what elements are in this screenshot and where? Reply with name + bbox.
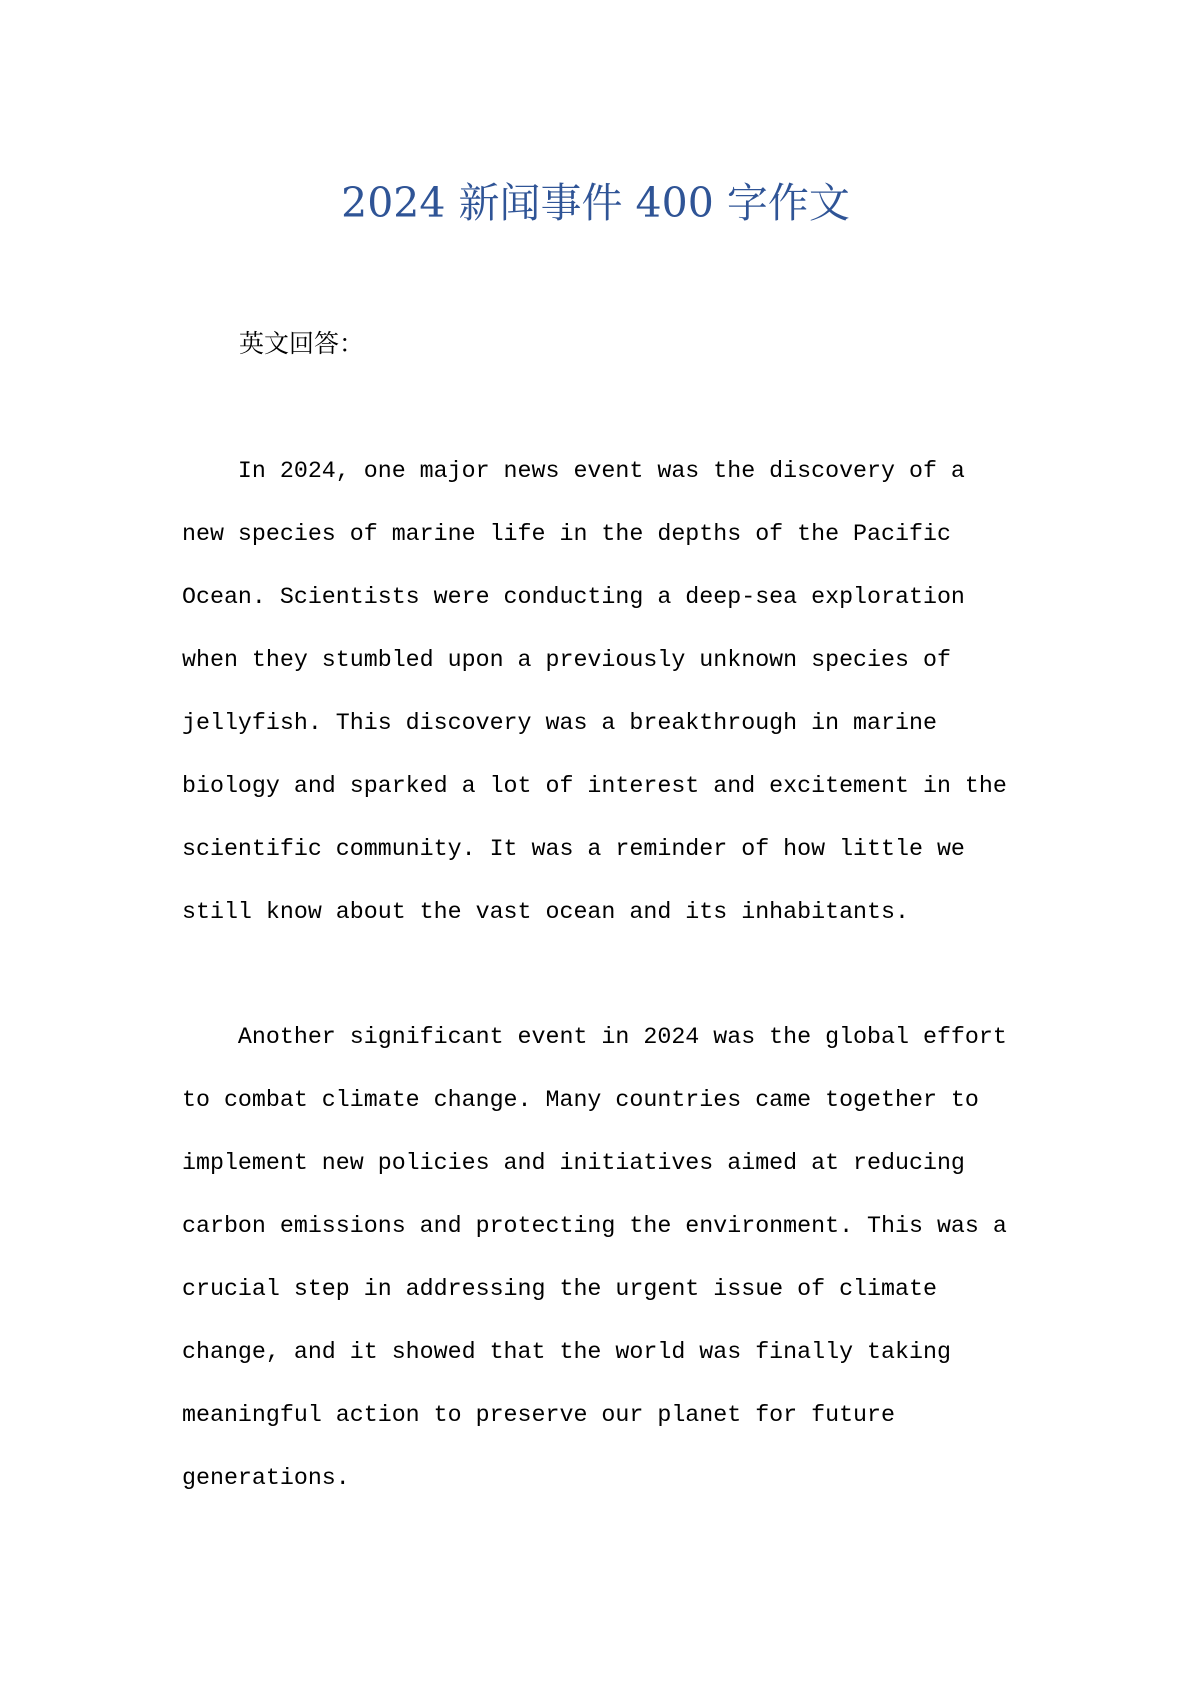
paragraph-line: crucial step in addressing the urgent issue of climate (182, 1276, 937, 1302)
paragraph-line: carbon emissions and protecting the environment. This was a (182, 1213, 1007, 1239)
paragraph-2 (182, 1006, 1022, 1510)
paragraph-line: new species of marine life in the depths of the Pacific (182, 521, 951, 547)
paragraph-line: still know about the vast ocean and its inhabitants. (182, 899, 909, 925)
paragraph-line: implement new policies and initiatives aimed at reducing (182, 1150, 965, 1176)
paragraph-line: meaningful action to preserve our planet for future (182, 1402, 896, 1428)
paragraph-line: change, and it showed that the world was finally taking (182, 1339, 951, 1365)
paragraph-line: generations. (182, 1465, 350, 1491)
paragraph-line: when they stumbled upon a previously unknown species of (182, 647, 951, 673)
paragraph-line: Another significant event in 2024 was the global effort (182, 1024, 1007, 1050)
paragraph-line: scientific community. It was a reminder of how little we (182, 836, 965, 862)
paragraph-line: jellyfish. This discovery was a breakthrough in marine (182, 710, 937, 736)
paragraph-line: Ocean. Scientists were conducting a deep-sea exploration (182, 584, 965, 610)
paragraph-1 (182, 440, 1022, 944)
document-title: 2024 新闻事件 400 字作文 (341, 179, 850, 227)
paragraph-line: biology and sparked a lot of interest and excitement in the (182, 773, 1007, 799)
paragraph-line: In 2024, one major news event was the discovery of a (182, 458, 965, 484)
answer-label: 英文回答： (239, 329, 365, 358)
paragraph-line: to combat climate change. Many countries came together to (182, 1087, 979, 1113)
